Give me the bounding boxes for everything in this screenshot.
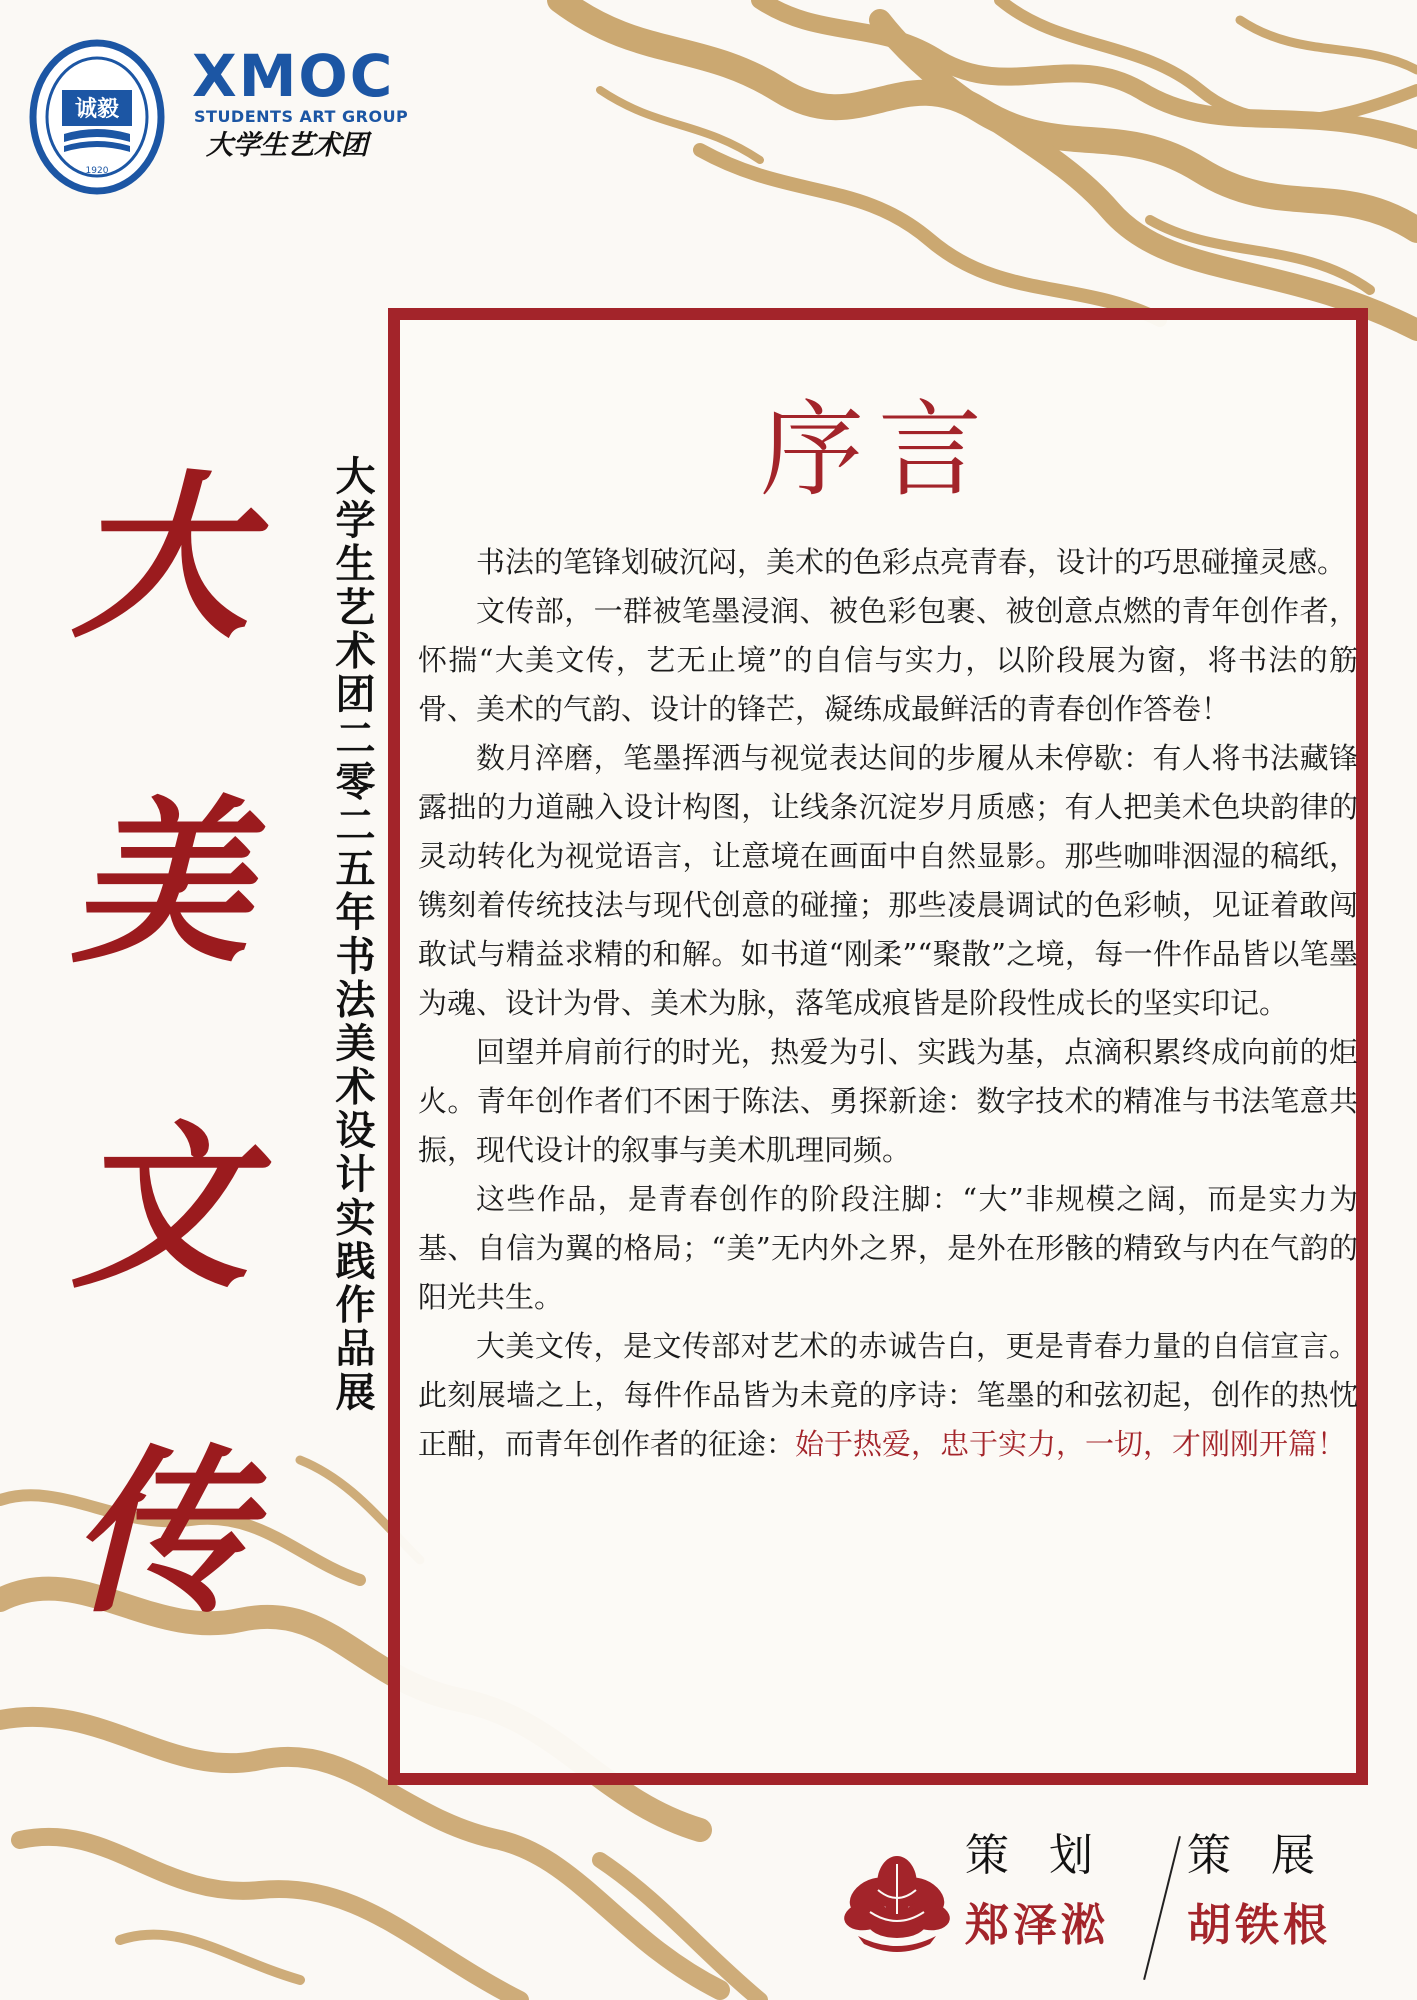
title-char: 美 <box>71 778 249 987</box>
brand-chinese: 大学生艺术团 <box>206 130 368 161</box>
student-art-group-logo <box>192 44 422 166</box>
preface-paragraph <box>418 1322 1358 1469</box>
closing-highlight: 始于热爱，忠于实力，一切，才刚刚开篇！ <box>795 1427 1347 1461</box>
title-char: 传 <box>71 1428 249 1637</box>
preface-panel <box>388 308 1368 1785</box>
seal-chars: 诚毅 <box>74 96 120 122</box>
preface-title: 序言 <box>759 389 996 511</box>
credit-role-planning: 策划 <box>965 1830 1133 1881</box>
exhibition-subtitle: 大学生艺术团二零二五年书法美术设计实践作品展 <box>329 455 375 1415</box>
preface-body <box>418 538 1358 1469</box>
title-char: 大 <box>71 453 249 662</box>
credits-block <box>965 1826 1385 1986</box>
credit-divider <box>1143 1836 1181 1980</box>
peony-flower-icon <box>838 1844 956 1954</box>
calligraphy-title <box>60 395 260 1695</box>
brand-title: XMOC <box>192 42 395 110</box>
seal-year: 1920 <box>85 166 109 176</box>
credit-role-curation: 策展 <box>1187 1830 1355 1881</box>
preface-paragraph: 文传部，一群被笔墨浸润、被色彩包裹、被创意点燃的青年创作者，怀揣“大美文传，艺无止境”的自信与实力，以阶段展为窗，将书法的筋骨、美术的气韵、设计的锋芒，凝练成最鲜活的青春创作答卷！ <box>418 594 1358 726</box>
preface-paragraph: 这些作品，是青春创作的阶段注脚：“大”非规模之阔，而是实力为基、自信为翼的格局；“美”无内外之界，是外在形骸的精致与内在气韵的阳光共生。 <box>418 1182 1358 1314</box>
credit-name-curator: 胡铁根 <box>1187 1900 1331 1951</box>
preface-paragraph: 书法的笔锋划破沉闷，美术的色彩点亮青春，设计的巧思碰撞灵感。 <box>476 545 1347 579</box>
credit-name-planner: 郑泽淞 <box>965 1900 1109 1951</box>
preface-paragraph: 回望并肩前行的时光，热爱为引、实践为基，点滴积累终成向前的炬火。青年创作者们不困于陈法、勇探新途：数字技术的精准与书法笔意共振，现代设计的叙事与美术肌理同频。 <box>418 1035 1358 1167</box>
brand-subtitle: STUDENTS ART GROUP <box>194 107 409 126</box>
preface-paragraph: 数月淬磨，笔墨挥洒与视觉表达间的步履从未停歇：有人将书法藏锋露拙的力道融入设计构图，让线条沉淀岁月质感；有人把美术色块韵律的灵动转化为视觉语言，让意境在画面中自然显影。那些咖啡洇湿的稿纸，镌刻着传统技法与现代创意的碰撞；那些凌晨调试的色彩帧，见证着敢闯敢试与精益求精的和解。如书道“刚柔”“聚散”之境，每一件作品皆以笔墨为魂、设计为骨、美术为脉，落笔成痕皆是阶段性成长的坚实印记。 <box>418 741 1358 1020</box>
title-char: 文 <box>71 1103 249 1312</box>
paragraph-text: 大美文传，是文传部对艺术的赤诚告白，更是青春力量的自信宣言。此刻展墙之上，每件作品皆为未竟的序诗：笔墨的和弦初起，创作的热忱正酣，而青年创作者的征途： <box>418 1329 1358 1461</box>
college-seal-logo <box>28 38 166 196</box>
